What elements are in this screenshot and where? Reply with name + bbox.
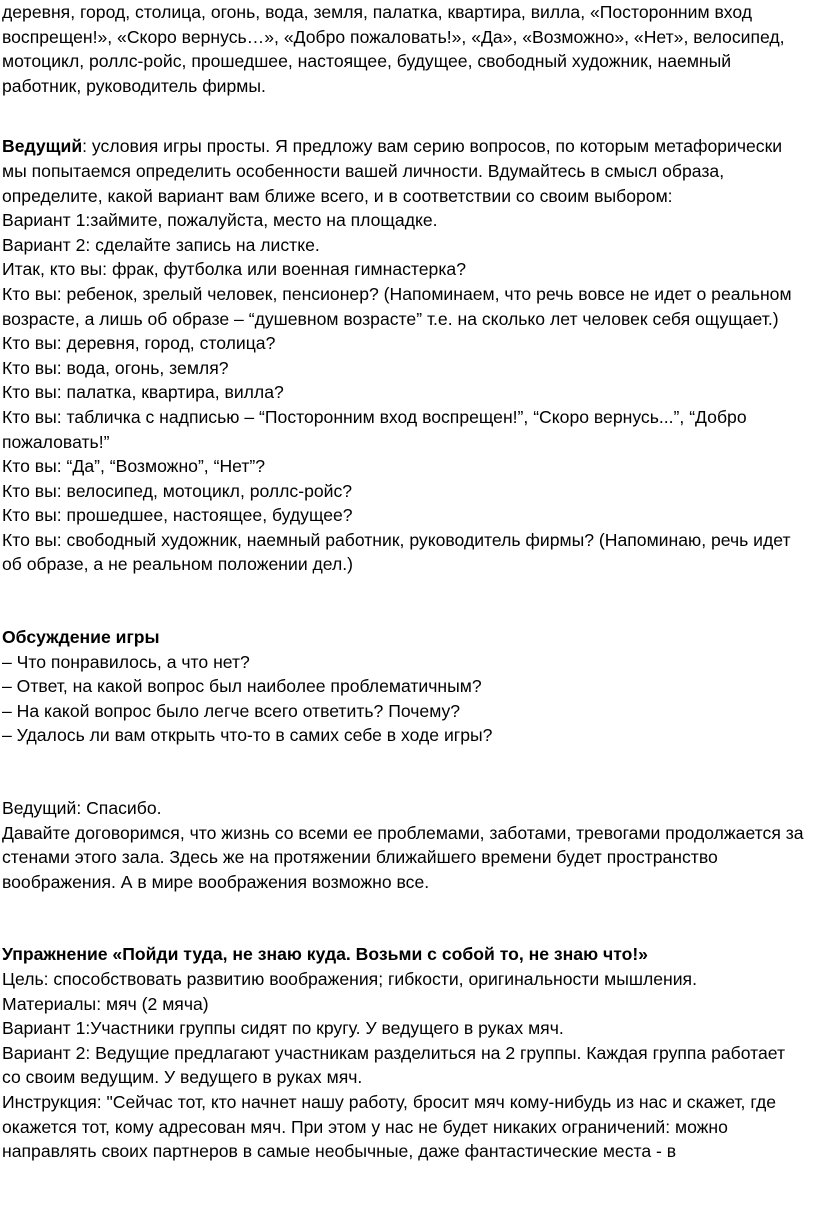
host-line: Кто вы: прошедшее, настоящее, будущее? xyxy=(2,505,353,526)
exercise-line: Инструкция: "Сейчас тот, кто начнет нашу работу, бросит мяч кому-нибудь из нас и скажет, где окажется тот, кому адресован мяч. При этом у нас не будет никаких ограничений: можно направлять своих партнеров в самые необычные, даже фантастические места - в xyxy=(2,1091,777,1162)
exercise-line: Материалы: мяч (2 мяча) xyxy=(2,993,209,1014)
host-line: Кто вы: табличка с надписью – “Посторонним вход воспрещен!”, “Скоро вернусь...”, “Добро пожаловать!” xyxy=(2,406,747,452)
exercise-line: Цель: способствовать развитию воображения; гибкости, оригинальности мышления. xyxy=(2,969,697,989)
discussion-section xyxy=(2,625,804,748)
closing-line: Давайте договоримся, что жизнь со всеми ее проблемами, заботами, тревогами продолжается за стенами этого зала. Здесь же на протяжении ближайшего времени будет пространство воображения. А в мире воображения возможно все. xyxy=(2,822,804,892)
host-line: Кто вы: ребенок, зрелый человек, пенсионер? (Напоминаем, что речь вовсе не идет о реальном возрасте, а лишь об образе – “душевном возрасте” т.е. на сколько лет человек себя ощущает.) xyxy=(2,283,792,329)
spacer xyxy=(2,894,804,942)
host-line: Вариант 2: сделайте запись на листке. xyxy=(2,234,320,255)
spacer xyxy=(2,577,804,625)
discussion-item: – Ответ, на какой вопрос был наиболее проблематичным? xyxy=(2,676,482,697)
host-line: Вариант 1:займите, пожалуйста, место на площадке. xyxy=(2,210,438,231)
spacer xyxy=(2,748,804,796)
discussion-item: – Удалось ли вам открыть что-то в самих себе в ходе игры? xyxy=(2,725,493,746)
host-line: Итак, кто вы: фрак, футболка или военная гимнастерка? xyxy=(2,259,466,280)
discussion-item: – Что понравилось, а что нет? xyxy=(2,651,250,672)
host-line: Кто вы: палатка, квартира, вилла? xyxy=(2,382,284,403)
host-label: Ведущий xyxy=(2,136,83,157)
closing-section xyxy=(2,796,804,894)
spacer xyxy=(2,98,804,134)
exercise-line: Вариант 1:Участники группы сидят по кругу. У ведущего в руках мяч. xyxy=(2,1018,564,1039)
host-line: Кто вы: “Да”, “Возможно”, “Нет”? xyxy=(2,456,266,477)
exercise-section xyxy=(2,942,804,1163)
host-line: Кто вы: деревня, город, столица? xyxy=(2,333,276,354)
host-rules-text: : условия игры просты. Я предложу вам серию вопросов, по которым метафорически мы попытаемся определить особенности вашей личности. Вдумайтесь в смысл образа, определите, какой вариант вам ближе всего, и в соответствии со своим выбором: xyxy=(2,136,783,206)
discussion-heading: Обсуждение игры xyxy=(2,627,160,648)
host-line: Кто вы: вода, огонь, земля? xyxy=(2,357,229,378)
host-line: Кто вы: свободный художник, наемный работник, руководитель фирмы? (Напоминаю, речь идет об образе, а не реальном положении дел.) xyxy=(2,529,791,575)
host-rules-paragraph xyxy=(2,134,804,208)
host-block xyxy=(2,134,804,577)
closing-line: Ведущий: Спасибо. xyxy=(2,798,162,819)
discussion-item: – На какой вопрос было легче всего ответить? Почему? xyxy=(2,700,461,721)
intro-paragraph: деревня, город, столица, огонь, вода, земля, палатка, квартира, вилла, «Посторонним вход воспрещен!», «Скоро вернусь…», «Добро пожаловать!», «Да», «Возможно», «Нет», велосипед, мотоцикл, роллс-ройс, прошедшее, настоящее, будущее, свободный художник, наемный работник, руководитель фирмы. xyxy=(2,2,785,96)
exercise-line: Вариант 2: Ведущие предлагают участникам разделиться на 2 группы. Каждая группа работает со своим ведущим. У ведущего в руках мяч. xyxy=(2,1042,786,1088)
exercise-heading: Упражнение «Пойди туда, не знаю куда. Возьми с собой то, не знаю что!» xyxy=(2,944,648,965)
host-line: Кто вы: велосипед, мотоцикл, роллс-ройс? xyxy=(2,480,353,501)
